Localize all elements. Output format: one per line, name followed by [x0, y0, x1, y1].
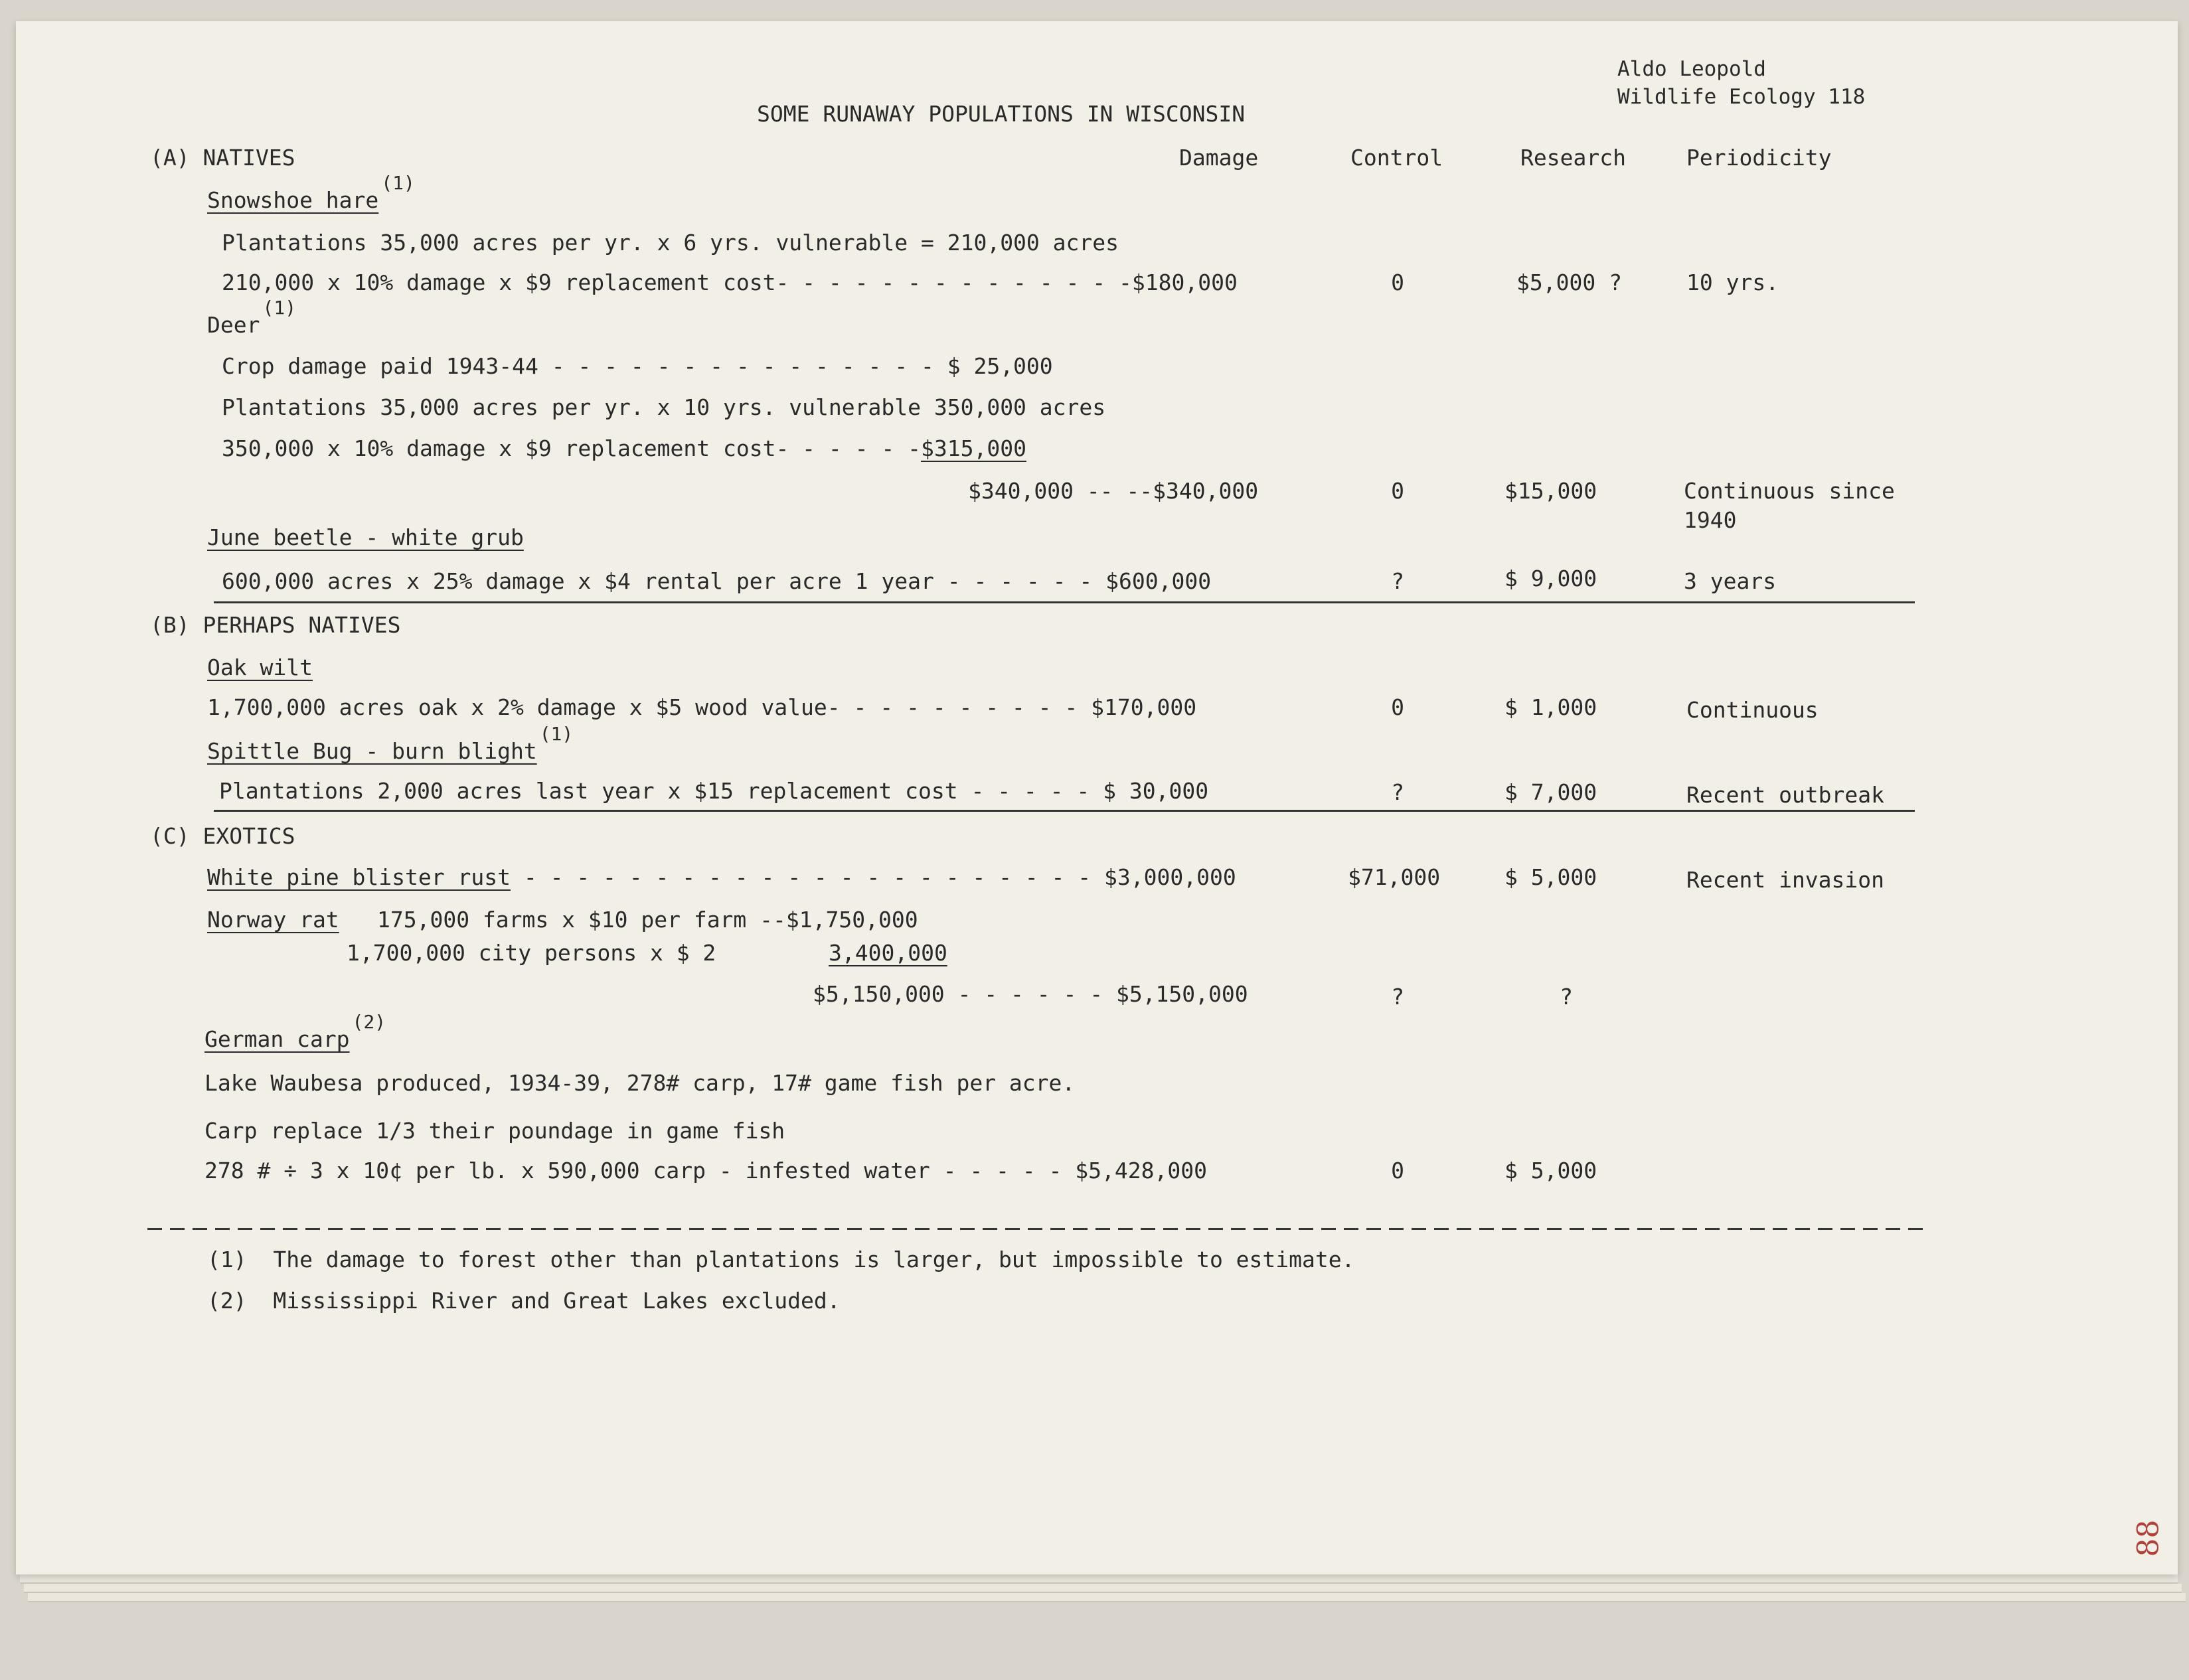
rat-heading: Norway rat: [207, 907, 339, 933]
oak-control: 0: [1391, 694, 1404, 720]
rat-control: ?: [1391, 984, 1404, 1010]
june-control: ?: [1391, 568, 1404, 594]
rat-line: 1,700,000 city persons x $ 2: [347, 940, 716, 966]
carp-control: 0: [1391, 1158, 1404, 1184]
footnote-divider: [147, 1228, 1928, 1230]
oak-heading: Oak wilt: [207, 654, 313, 680]
rust-line: White pine blister rust - - - - - - - - - - - - - - - - - - - - - - $3,000,000: [207, 864, 1236, 890]
section-rule: [214, 810, 1915, 812]
june-line: 600,000 acres x 25% damage x $4 rental per acre 1 year - - - - - - $600,000: [222, 568, 1212, 594]
snowshoe-heading: Snowshoe hare$^{(1)}$: [207, 172, 415, 213]
rat-line: 175,000 farms x $10 per farm --$1,750,000: [377, 907, 918, 933]
deer-periodicity: Continuous since: [1684, 478, 1895, 504]
underlying-sheet: [20, 1574, 2178, 1584]
carp-heading: German carp$^{(2)}$: [204, 1011, 386, 1052]
section-c-heading: (C) EXOTICS: [150, 823, 295, 849]
deer-total: $340,000 -- --$340,000: [968, 478, 1259, 504]
spittle-control: ?: [1391, 779, 1404, 805]
spittle-heading: Spittle Bug - burn blight$^{(1)}$: [207, 723, 574, 764]
oak-periodicity: Continuous: [1686, 697, 1819, 723]
underlying-sheet: [24, 1584, 2182, 1593]
section-b-heading: (B) PERHAPS NATIVES: [150, 612, 401, 638]
underlying-sheet: [28, 1593, 2186, 1602]
deer-periodicity-year: 1940: [1684, 507, 1737, 533]
deer-research: $15,000: [1504, 478, 1597, 504]
carp-research: $ 5,000: [1504, 1158, 1597, 1184]
column-damage: Damage: [1179, 145, 1259, 171]
rat-research: ?: [1560, 984, 1573, 1010]
column-control: Control: [1350, 145, 1443, 171]
deer-line: 350,000 x 10% damage x $9 replacement cost- - - - - -$315,000: [222, 435, 1026, 461]
rat-total: $5,150,000 - - - - - - $5,150,000: [813, 981, 1248, 1007]
oak-line: 1,700,000 acres oak x 2% damage x $5 wood value- - - - - - - - - - $170,000: [207, 694, 1197, 720]
deer-line: Plantations 35,000 acres per yr. x 10 yrs. vulnerable 350,000 acres: [222, 394, 1106, 420]
carp-line: 278 # ÷ 3 x 10¢ per lb. x 590,000 carp - infested water - - - - - $5,428,000: [204, 1158, 1207, 1184]
spittle-periodicity: Recent outbreak: [1686, 782, 1885, 808]
deer-heading: Deer$^{(1)}$: [207, 297, 297, 338]
page-number: 88: [2131, 1519, 2166, 1557]
june-heading: June beetle - white grub: [207, 524, 524, 550]
snowshoe-periodicity: 10 yrs.: [1686, 269, 1779, 295]
section-rule: [214, 601, 1915, 603]
column-periodicity: Periodicity: [1686, 145, 1832, 171]
column-research: Research: [1520, 145, 1626, 171]
rust-control: $71,000: [1348, 864, 1441, 890]
rust-periodicity: Recent invasion: [1686, 867, 1885, 893]
rust-research: $ 5,000: [1504, 864, 1597, 890]
june-research: $ 9,000: [1504, 566, 1597, 591]
oak-research: $ 1,000: [1504, 694, 1597, 720]
june-periodicity: 3 years: [1684, 568, 1777, 594]
snowshoe-research: $5,000 ?: [1516, 269, 1622, 295]
snowshoe-control: 0: [1391, 269, 1404, 295]
carp-line: Carp replace 1/3 their poundage in game fish: [204, 1118, 785, 1144]
course: Wildlife Ecology 118: [1617, 85, 1866, 109]
spittle-research: $ 7,000: [1504, 779, 1597, 805]
carp-line: Lake Waubesa produced, 1934-39, 278# carp, 17# game fish per acre.: [204, 1070, 1076, 1096]
deer-control: 0: [1391, 478, 1404, 504]
section-a-heading: (A) NATIVES: [150, 145, 295, 171]
page-title: SOME RUNAWAY POPULATIONS IN WISCONSIN: [757, 101, 1246, 127]
deer-line: Crop damage paid 1943-44 - - - - - - - - - - - - - - - $ 25,000: [222, 353, 1053, 379]
footnote-2: (2) Mississippi River and Great Lakes excluded.: [207, 1288, 841, 1314]
snowshoe-line: 210,000 x 10% damage x $9 replacement cost- - - - - - - - - - - - - -$180,000: [222, 269, 1238, 295]
snowshoe-line: Plantations 35,000 acres per yr. x 6 yrs. vulnerable = 210,000 acres: [222, 230, 1119, 256]
footnote-1: (1) The damage to forest other than plantations is larger, but impossible to estimate.: [207, 1247, 1355, 1272]
spittle-line: Plantations 2,000 acres last year x $15 replacement cost - - - - - $ 30,000: [219, 778, 1209, 804]
author: Aldo Leopold: [1617, 57, 1766, 81]
rat-line-amount: 3,400,000: [829, 940, 947, 966]
